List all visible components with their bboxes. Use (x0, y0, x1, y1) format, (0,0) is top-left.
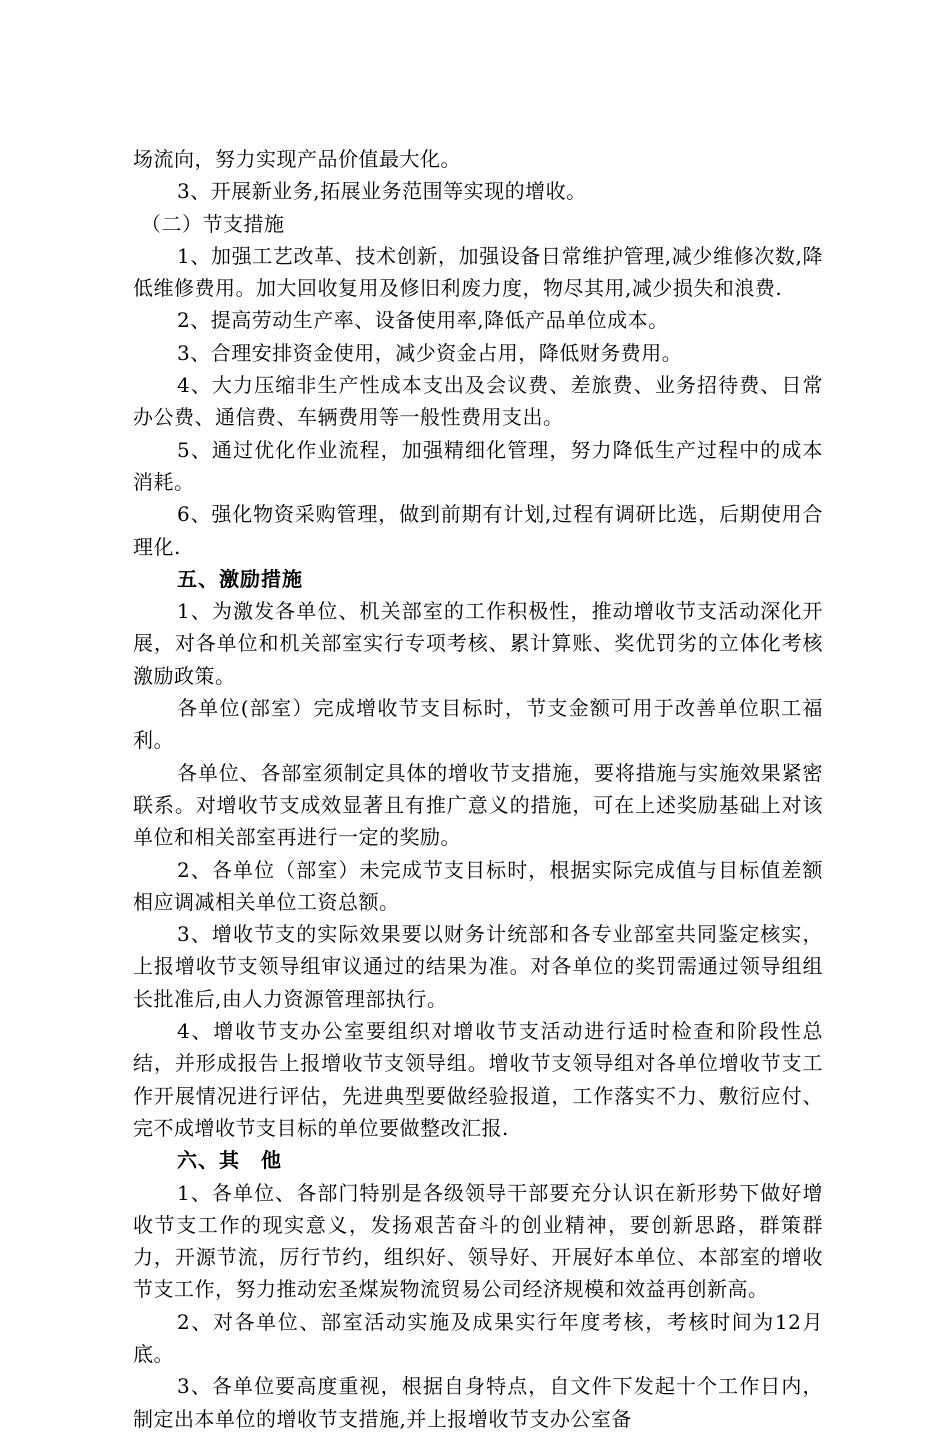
paragraph: 5、通过优化作业流程，加强精细化管理，努力降低生产过程中的成本消耗。 (133, 437, 823, 494)
document-body (133, 143, 823, 1435)
paragraph: 1、加强工艺改革、技术创新，加强设备日常维护管理,减少维修次数,降低维修费用。加大回收复用及修旧利废力度，物尽其用,减少损失和浪费. (133, 243, 823, 301)
paragraph: 1、为激发各单位、机关部室的工作积极性，推动增收节支活动深化开展，对各单位和机关部室实行专项考核、累计算账、奖优罚劣的立体化考核激励政策。 (133, 599, 823, 688)
paragraph-continuation: 场流向，努力实现产品价值最大化。 (133, 147, 461, 171)
section-subheading: （二）节支措施 (141, 211, 285, 236)
paragraph: 4、增收节支办公室要组织对增收节支活动进行适时检查和阶段性总结，并形成报告上报增收节支领导组。增收节支领导组对各单位增收节支工作开展情况进行评估，先进典型要做经验报道，工作落实不力、敷衍应付、完不成增收节支目标的单位要做整改汇报. (133, 1019, 823, 1140)
paragraph: 6、强化物资采购管理，做到前期有计划,过程有调研比选，后期使用合理化. (133, 502, 823, 559)
paragraph: 2、各单位（部室）未完成节支目标时，根据实际完成值与目标值差额相应调减相关单位工资总额。 (133, 857, 823, 914)
paragraph: 各单位、各部室须制定具体的增收节支措施，要将措施与实施效果紧密联系。对增收节支成效显著且有推广意义的措施，可在上述奖励基础上对该单位和相关部室再进行一定的奖励。 (133, 760, 823, 850)
paragraph: 3、开展新业务,拓展业务范围等实现的增收。 (177, 179, 587, 204)
paragraph: 各单位(部室）完成增收节支目标时，节支金额可用于改善单位职工福利。 (133, 696, 823, 753)
section-heading: 五、激励措施 (177, 566, 303, 591)
paragraph: 2、对各单位、部室活动实施及成果实行年度考核，考核时间为12月底。 (133, 1309, 823, 1366)
paragraph: 4、大力压缩非生产性成本支出及会议费、差旅费、业务招待费、日常办公费、通信费、车辆费用等一般性费用支出。 (133, 373, 823, 430)
paragraph: 3、合理安排资金使用，减少资金占用，降低财务费用。 (177, 340, 683, 365)
paragraph: 3、增收节支的实际效果要以财务计统部和各专业部室共同鉴定核实，上报增收节支领导组审议通过的结果为准。对各单位的奖罚需通过领导组组长批准后,由人力资源管理部执行。 (133, 922, 823, 1011)
paragraph: 3、各单位要高度重视，根据自身特点，自文件下发起十个工作日内，制定出本单位的增收节支措施,并上报增收节支办公室备 (133, 1374, 823, 1431)
paragraph: 2、提高劳动生产率、设备使用率,降低产品单位成本。 (177, 308, 669, 333)
paragraph: 1、各单位、各部门特别是各级领导干部要充分认识在新形势下做好增收节支工作的现实意义，发扬艰苦奋斗的创业精神，要创新思路，群策群力，开源节流，厉行节约，组织好、领导好、开展好本单位、本部室的增收节支工作，努力推动宏圣煤炭物流贸易公司经济规模和效益再创新高。 (133, 1180, 823, 1302)
section-heading: 六、其 他 (177, 1148, 282, 1173)
